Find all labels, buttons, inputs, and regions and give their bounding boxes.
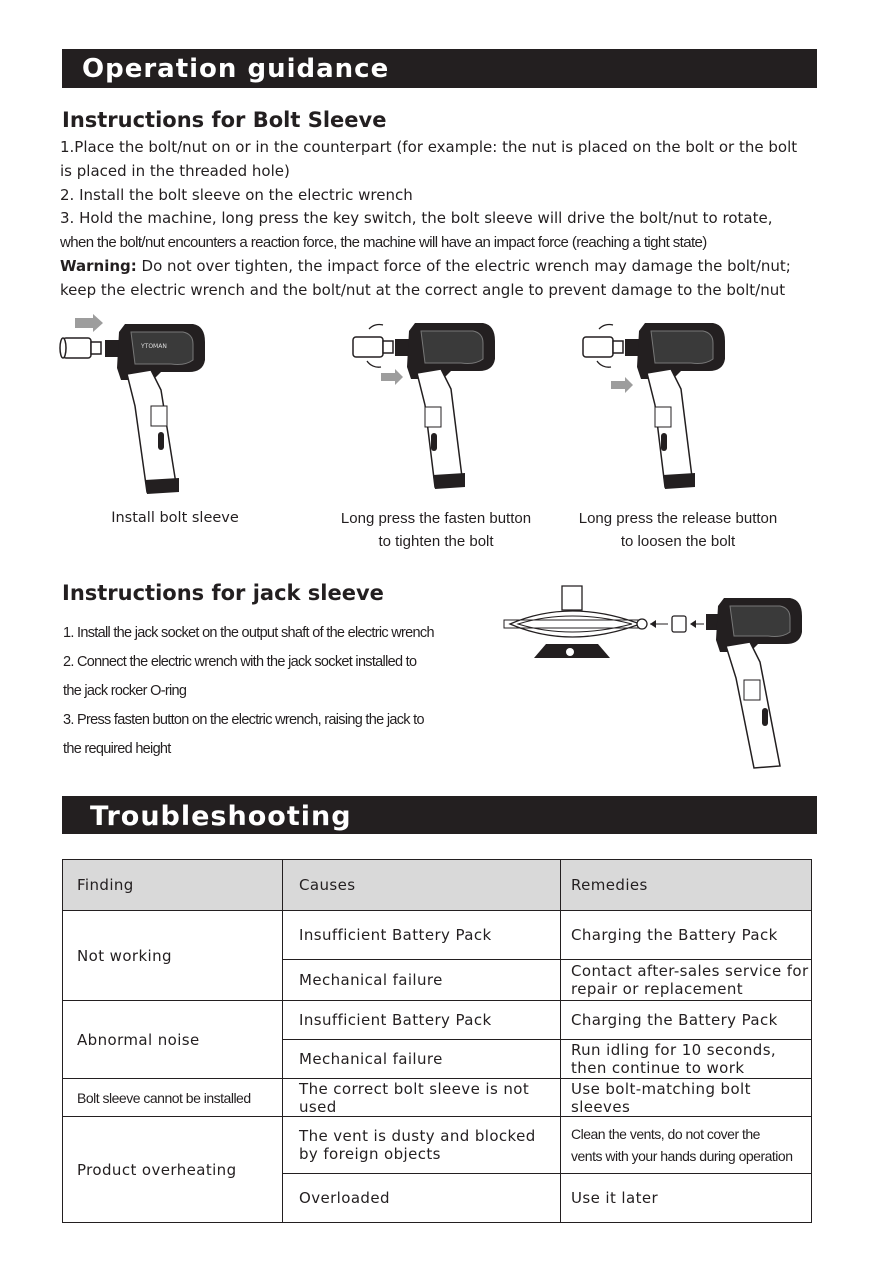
warning-label: Warning:: [60, 257, 137, 275]
section-banner-operation: Operation guidance: [62, 49, 817, 88]
finding-cell: Not working: [63, 911, 283, 1001]
jack-illustration: [500, 580, 810, 770]
warning-text: Do not over tighten, the impact force of the electric wrench may damage the bolt/nut;: [136, 257, 791, 275]
cause-cell: The correct bolt sleeve is not used: [283, 1079, 561, 1117]
bolt-step3-line1: 3. Hold the machine, long press the key switch, the bolt sleeve will drive the bolt/nut to rotate,: [60, 209, 773, 227]
wrench-loosen-illustration: [575, 315, 735, 500]
jack-step2-line1: 2. Connect the electric wrench with the jack socket installed to: [63, 654, 417, 670]
remedy-line: then continue to work: [571, 1059, 745, 1077]
cause-cell: Mechanical failure: [283, 1040, 561, 1079]
remedy-line: Clean the vents, do not cover the: [571, 1126, 760, 1142]
header-remedies: Remedies: [561, 860, 812, 911]
bolt-step2: 2. Install the bolt sleeve on the electric wrench: [60, 186, 413, 204]
cause-cell: Overloaded: [283, 1174, 561, 1223]
remedy-cell: [561, 1117, 812, 1174]
brand-label: YTOMAN: [141, 343, 167, 350]
rotate-arrow-icon: [369, 324, 383, 329]
cause-cell: Mechanical failure: [283, 960, 561, 1001]
rotate-arrow-icon: [599, 324, 613, 329]
remedy-cell: Use bolt-matching bolt sleeves: [561, 1079, 812, 1117]
finding-cell: Abnormal noise: [63, 1001, 283, 1079]
remedy-line: Contact after-sales service for: [571, 962, 809, 980]
caption-loosen-line1: Long press the release button: [578, 510, 778, 527]
remedy-cell: Charging the Battery Pack: [561, 1001, 812, 1040]
cause-cell: Insufficient Battery Pack: [283, 1001, 561, 1040]
section-banner-troubleshooting: Troubleshooting: [62, 796, 817, 834]
remedy-cell: Charging the Battery Pack: [561, 911, 812, 960]
wrench-tighten-illustration: [345, 315, 505, 500]
cause-line: by foreign objects: [299, 1145, 441, 1163]
jack-sleeve-heading: Instructions for jack sleeve: [62, 581, 384, 605]
jack-step3-line1: 3. Press fasten button on the electric wrench, raising the jack to: [63, 712, 424, 728]
cause-cell: [283, 1117, 561, 1174]
caption-tighten-line1: Long press the fasten button: [340, 510, 532, 527]
wrench-handle: [127, 370, 177, 492]
cause-cell: Insufficient Battery Pack: [283, 911, 561, 960]
push-arrow-icon: [75, 314, 103, 332]
header-finding: Finding: [63, 860, 283, 911]
header-causes: Causes: [283, 860, 561, 911]
finding-cell: Bolt sleeve cannot be installed: [63, 1079, 283, 1117]
cause-line: The vent is dusty and blocked: [299, 1127, 536, 1145]
arrow-left-icon: [650, 620, 656, 628]
remedy-cell: [561, 960, 812, 1001]
table-row: [63, 911, 812, 960]
jack-step1: 1. Install the jack socket on the output shaft of the electric wrench: [63, 625, 434, 641]
remedy-line: repair or replacement: [571, 980, 744, 998]
caption-loosen-line2: to loosen the bolt: [620, 533, 736, 550]
remedy-line: vents with your hands during operation: [571, 1148, 793, 1164]
bolt-step3-line2: when the bolt/nut encounters a reaction force, the machine will have an impact force (reaching a tight state): [60, 234, 707, 251]
bolt-warning: [60, 257, 791, 275]
jack-rocker-ring: [637, 619, 647, 629]
remedy-cell: [561, 1040, 812, 1079]
finding-cell: Product overheating: [63, 1117, 283, 1223]
troubleshooting-table: [62, 859, 812, 1223]
bolt-warning-line2: keep the electric wrench and the bolt/nut at the correct angle to prevent damage to the bolt/nut: [60, 281, 786, 299]
table-header-row: [63, 860, 812, 911]
caption-install: Install bolt sleeve: [111, 510, 239, 526]
press-arrow-icon: [381, 369, 403, 385]
socket-icon: [63, 338, 91, 358]
table-row: [63, 1079, 812, 1117]
remedy-cell: Use it later: [561, 1174, 812, 1223]
bolt-sleeve-heading: Instructions for Bolt Sleeve: [62, 108, 387, 132]
jack-step3-line2: the required height: [63, 741, 171, 757]
bolt-step1-line2: is placed in the threaded hole): [60, 162, 290, 180]
table-row: [63, 1001, 812, 1040]
remedy-line: Run idling for 10 seconds,: [571, 1041, 777, 1059]
wrench-install-illustration: [55, 310, 215, 500]
bolt-step1-line1: 1.Place the bolt/nut on or in the counterpart (for example: the nut is placed on the bolt or the bolt: [60, 138, 798, 156]
jack-step2-line2: the jack rocker O-ring: [63, 683, 187, 699]
press-arrow-icon: [611, 377, 633, 393]
caption-tighten-line2: to tighten the bolt: [378, 533, 494, 550]
jack-top: [562, 586, 582, 610]
table-row: [63, 1117, 812, 1174]
